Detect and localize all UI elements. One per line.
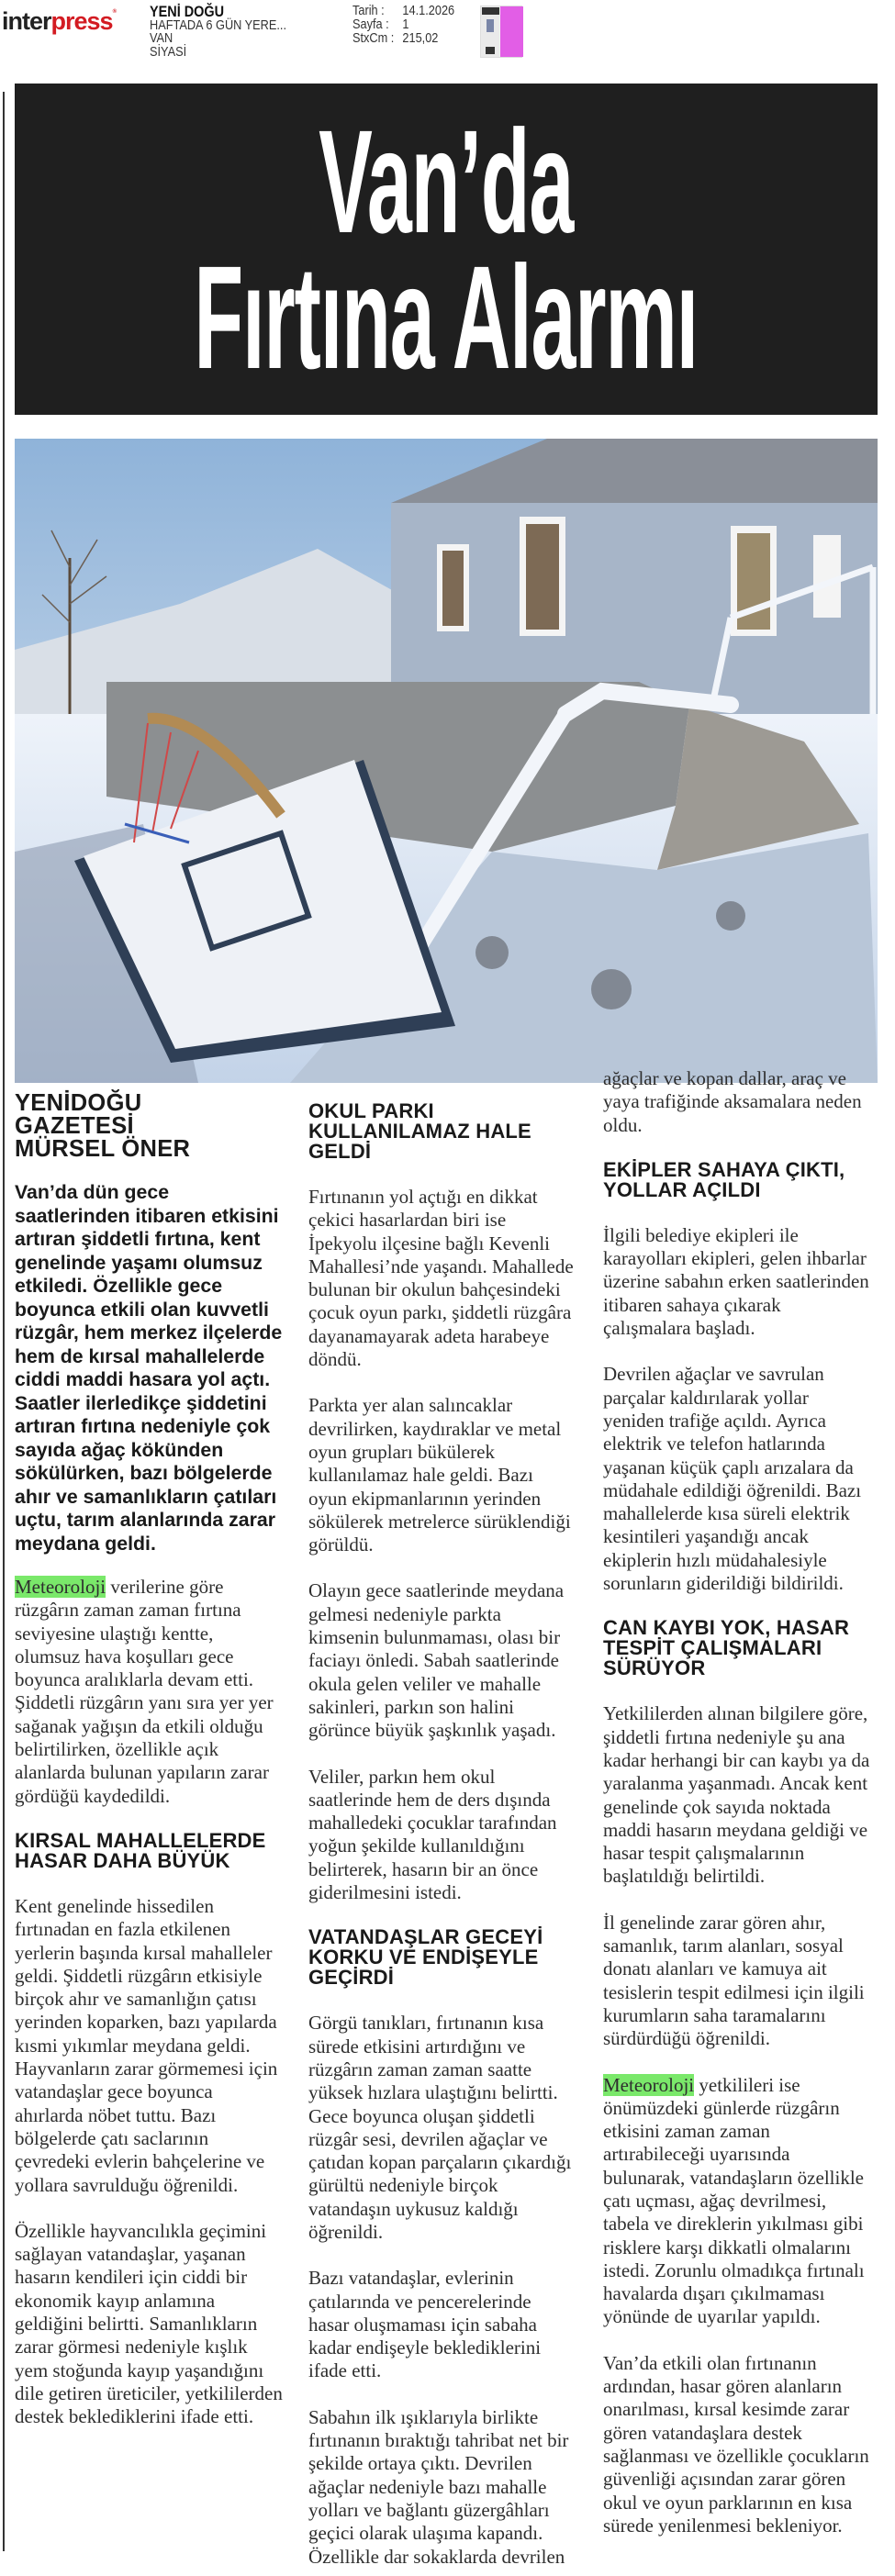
article-photo [15, 439, 878, 1083]
column-2 [308, 1101, 576, 2576]
body-paragraph: Meteoroloji verilerine göre rüzgârın zaman zaman fırtına seviyesine ulaştığı kentte, olumsuz hava koşulları gece boyunca aralıklarla devam etti. Şiddetli rüzgârın yanı sıra yer yer sağanak yağışın da etkili olduğu belirtilirken, özellikle açık alanlarda bulunan yapıların zarar gördüğü kaydedildi. [15, 1576, 274, 1807]
subheading: KIRSAL MAHALLELERDE HASAR DAHA BÜYÜK [15, 1828, 266, 1872]
clipping-header [0, 0, 895, 73]
interpress-logo: interpress® [2, 7, 116, 35]
body-paragraph: İl genelinde zarar gören ahır, samanlık, tarım alanları, sosyal donatı alanları ve kamuya ait tesislerin tespit edilmesi için ilgili kurumların saha taramalarını sürdürdüğü öğrenildi. [603, 1911, 865, 2050]
publication-info [150, 3, 287, 60]
search-highlight: Meteoroloji [603, 2073, 695, 2096]
publication-category: SİYASİ [150, 43, 187, 60]
body-paragraph: Van’da etkili olan fırtınanın ardından, hasar gören alanların onarılması, kırsal kesimde zarar gören vatandaşlara destek sağlanması ve özellikle çocukların güvenliği açısından zarar gören okul ve oyun parklarının en kısa sürede yenilenmesi bekleniyor. [603, 2351, 869, 2537]
byline: YENİDOĞU GAZETESİ MÜRSEL ÖNER [15, 1090, 191, 1162]
body-paragraph: ağaçlar ve kopan dallar, araç ve yaya trafiğinde aksamalara neden oldu. [603, 1067, 862, 1136]
lead-paragraph: Van’da dün gece saatlerinden itibaren etkisini artıran şiddetli fırtına, kent genelinde yaşamı olumsuz etkiledi. Özellikle gece boyunca etkili olan kuvvetli rüzgâr, hem merkez ilçelerde hem de kırsal mahallelerde ciddi maddi hasara yol açtı. Saatler ilerledikçe şiddetini artıran fırtına nedeniyle çok sayıda ağaç kökünden sökülürken, bazı bölgelerde ahır ve samanlıkların çatıları uçtu, tarım alanlarında zarar meydana geldi. [15, 1181, 283, 1555]
subheading: CAN KAYBI YOK, HASAR TESPİT ÇALIŞMALARI SÜRÜYOR [603, 1616, 850, 1680]
publication-name: YENİ DOĞU [150, 3, 225, 20]
body-paragraph: Kent genelinde hissedilen fırtınadan en fazla etkilenen yerlerin başında kırsal mahalleler geldi. Şiddetli rüzgârın etkisiyle birçok ahır ve samanlığın çatısı yerinden koparken, bazı yapılarda kısmi yıkımlar meydana geldi. Hayvanların zarar görmemesi için vatandaşlar gece boyunca ahırlarda nöbet tuttu. Bazı bölgelerde çatı saclarının çevredeki evlerin bahçelerine ve yollara savrulduğu öğrenildi. [15, 1894, 278, 2196]
subheading: OKUL PARKI KULLANILAMAZ HALE GELDİ [308, 1099, 531, 1163]
body-paragraph: Sabahın ilk ışıklarıyla birlikte fırtınanın bıraktığı tahribat net bir şekilde ortaya çıktı. Devrilen ağaçlar nedeniyle bazı mahalle yolları ve bağlantı güzergâhları geçici olarak ulaşıma kapandı. Özellikle dar sokaklarda devrilen [308, 2405, 569, 2568]
publication-frequency: HAFTADA 6 GÜN YERE... [150, 17, 287, 33]
meta-stxcm: StxCm : 215,02 [352, 30, 439, 46]
body-paragraph: Meteoroloji yetkilileri ise önümüzdeki günlerde rüzgârın etkisini zaman zaman artırabileceği uyarısında bulunarak, vatandaşların özellikle çatı uçması, ağaç devrilmesi, tabela ve direklerin yıkılması gibi risklere karşı dikkatli olmalarını istedi. Zorunlu olmadıkça fırtınalı havalarda dışarı çıkılmaması yönünde de uyarılar yapıldı. [603, 2073, 865, 2328]
storm-damage-photo [15, 439, 878, 1083]
body-paragraph: Veliler, parkın hem okul saatlerinde hem de ders dışında mahalledeki çocuklar tarafından yoğun şekilde kullanıldığını belirterek, hasarın bir an önce giderilmesini istedi. [308, 1765, 557, 1904]
body-paragraph: Yetkililerden alınan bilgilere göre, şiddetli fırtına nedeniyle şu ana kadar herhangi bir can kaybı ya da yaralanma yaşanmadı. Ancak kent genelinde çok sayıda noktada maddi hasarın meydana geldiği ve hasar tespit çalışmalarının başlatıldığı belirtildi. [603, 1702, 870, 1888]
page-thumbnail[interactable] [480, 6, 522, 58]
column-3 [603, 1067, 871, 2560]
publication-city: VAN [150, 30, 173, 46]
subheading: EKİPLER SAHAYA ÇIKTI, YOLLAR AÇILDI [603, 1157, 845, 1201]
body-paragraph: Özellikle hayvancılıkla geçimini sağlayan vatandaşlar, yaşanan hasarın kendileri için ciddi bir ekonomik kayıp anlamına geldiğini belirtti. Samanlıkların zarar görmesi nedeniyle kışlık yem stoğunda kayıp yaşandığını dile getiren üreticiler, yetkililerden destek beklediklerini ifade etti. [15, 2219, 283, 2428]
body-paragraph: Fırtınanın yol açtığı en dikkat çekici hasarlardan biri ise İpekyolu ilçesine bağlı Kevenli Mahallesi’nde yaşandı. Mahallede bulunan bir okulun bahçesindeki çocuk oyun parkı, şiddetli rüzgâra dayanamayarak adeta harabeye döndü. [308, 1186, 574, 1371]
body-paragraph: İlgili belediye ekipleri ile karayolları ekipleri, gelen ihbarlar üzerine sabahın erken saatlerinden itibaren sahaya çıkarak çalışmalara başladı. [603, 1223, 869, 1340]
body-paragraph: Görgü tanıkları, fırtınanın kısa sürede etkisini artırdığını ve rüzgârın zaman zaman saatte yüksek hızlara ulaştığını belirtti. Gece boyunca oluşan şiddetli rüzgâr sesi, devrilen ağaçlar ve çatıdan kopan parçaların çıkardığı gürültü nedeniyle birçok vatandaşın uykusuz kaldığı öğrenildi. [308, 2012, 572, 2243]
meta-page: Sayfa : 1 [352, 17, 409, 32]
clipping-meta [352, 4, 454, 45]
subheading: VATANDAŞLAR GECEYİ KORKU VE ENDİŞEYLE GEÇİRDİ [308, 1925, 543, 1990]
body-paragraph: Olayın gece saatlerinde meydana gelmesi nedeniyle parkta kimsenin bulunmaması, olası bir faciayı önledi. Sabah saatlerinde okula gelen veliler ve mahalle sakinleri, parkın son halini görünce büyük şaşkınlık yaşadı. [308, 1579, 565, 1742]
search-highlight: Meteoroloji [15, 1576, 106, 1598]
headline: Van’da Fırtına Alarmı [194, 98, 699, 399]
body-paragraph: Parkta yer alan salıncaklar devrilirken, kaydıraklar ve metal oyun grupları bükülerek kullanılamaz hale geldi. Bazı oyun ekipmanlarının yerinden sökülerek metrelerce sürüklendiği görüldü. [308, 1394, 571, 1556]
column-1 [15, 1092, 283, 2452]
column-rule [3, 92, 5, 2551]
headline-box [15, 84, 878, 415]
body-paragraph: Bazı vatandaşlar, evlerinin çatılarında ve pencerelerinde hasar oluşmaması için sabaha kadar endişeyle beklediklerini ifade etti. [308, 2267, 542, 2382]
body-paragraph: Devrilen ağaçlar ve savrulan parçalar kaldırılarak yollar yeniden trafiğe açıldı. Ayrıca elektrik ve telefon hatlarında yaşanan küçük çaplı arızalara da müdahale edildiği öğrenildi. Bazı mahallelerde kısa süreli elektrik kesintileri yaşandığı ancak ekiplerin hızlı müdahalesiyle sorunların giderildiği bildirildi. [603, 1363, 862, 1595]
meta-date: Tarih : 14.1.2026 [352, 3, 455, 18]
